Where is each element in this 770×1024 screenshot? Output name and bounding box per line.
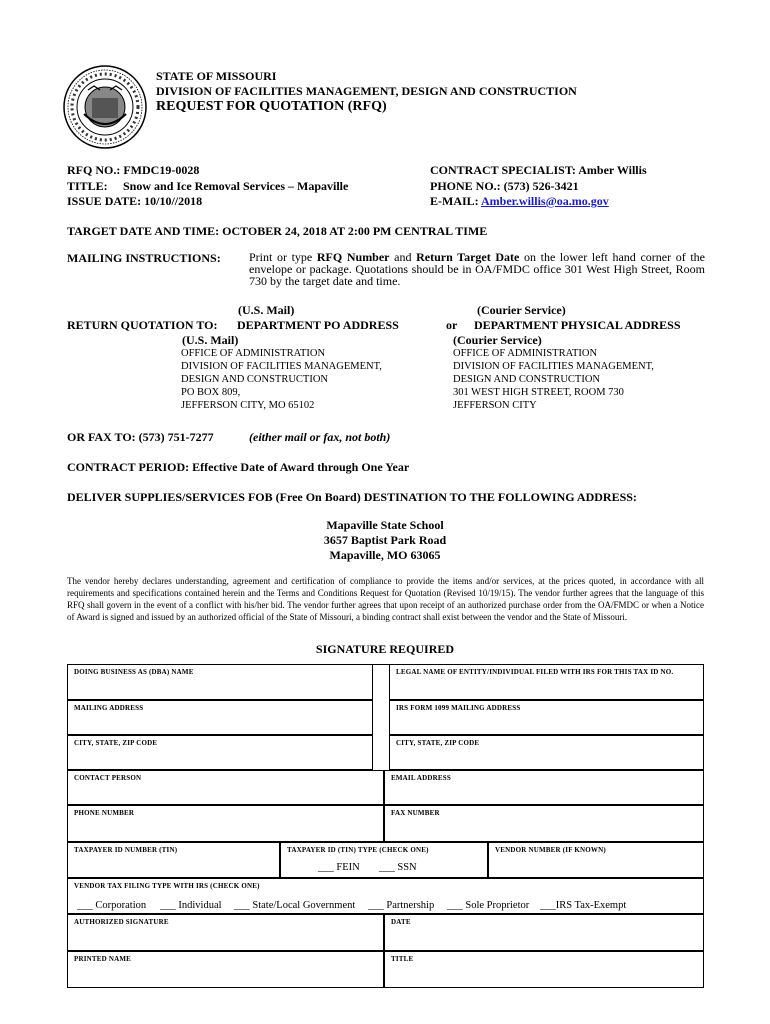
rfq-number: RFQ NO.: FMDC19-0028 <box>67 163 200 177</box>
vendor-number-field[interactable]: VENDOR NUMBER (IF KNOWN) <box>488 842 704 878</box>
email: E-MAIL: Amber.willis@oa.mo.gov <box>430 194 609 208</box>
irs-tax-exempt-option[interactable]: ___IRS Tax-Exempt <box>540 900 627 911</box>
fax-note: (either mail or fax, not both) <box>249 430 391 444</box>
target-date: TARGET DATE AND TIME: OCTOBER 24, 2018 AT 2:00 PM CENTRAL TIME <box>67 224 488 238</box>
contract-period: CONTRACT PERIOD: Effective Date of Award through One Year <box>67 460 410 474</box>
corporation-option[interactable]: ___ Corporation <box>77 900 147 911</box>
rfq-title: TITLE: Snow and Ice Removal Services – Mapaville <box>67 179 349 193</box>
state-seal <box>62 64 148 150</box>
return-label: RETURN QUOTATION TO: <box>67 318 218 332</box>
signature-required: SIGNATURE REQUIRED <box>315 642 455 656</box>
mailing-instructions: Print or type RFQ Number and Return Target Date on the lower left hand corner of the envelope or package. Quotations should be in OA/FMDC office 301 West High Street, Room 730 by the target date and time. <box>249 250 705 288</box>
fein-option[interactable]: ___ FEIN <box>318 862 360 873</box>
individual-option[interactable]: ___ Individual <box>160 900 222 911</box>
title-field[interactable]: TITLE <box>384 951 704 988</box>
irs-city-state-zip-field[interactable]: CITY, STATE, ZIP CODE <box>389 735 704 770</box>
header-rfq-title: REQUEST FOR QUOTATION (RFQ) <box>156 99 387 114</box>
or-text: or <box>446 318 458 332</box>
authorized-signature-field[interactable]: AUTHORIZED SIGNATURE <box>67 914 384 951</box>
tax-filing-type-field: VENDOR TAX FILING TYPE WITH IRS (CHECK ONE) ___ Corporation ___ Individual ___ State/Local Government ___ Partnership ___ Sole Proprietor ___IRS Tax-Exempt <box>67 878 704 914</box>
date-field[interactable]: DATE <box>384 914 704 951</box>
fax-number-field[interactable]: FAX NUMBER <box>384 805 704 842</box>
state-local-gov-option[interactable]: ___ State/Local Government <box>234 900 356 911</box>
tin-field[interactable]: TAXPAYER ID NUMBER (TIN) <box>67 842 280 878</box>
usmail-top: (U.S. Mail) <box>238 303 295 317</box>
po-address-title: DEPARTMENT PO ADDRESS <box>237 318 399 332</box>
vendor-declaration: The vendor hereby declares understanding, agreement and certification of compliance to provide the items and/or services, at the prices quoted, in accordance with all requirements and specifications contained herein and the Terms and Conditions Request for Quotation (Revised 10/19/15). The vendor further agrees that the language of this RFQ shall govern in the event of a conflict with his/her bid. The vendor further agrees that upon receipt of an authorized purchase order from the OA/FMDC or when a Notice of Award is signed and issued by an authorized official of the State of Missouri, a binding contract shall exist between the vendor and the State of Missouri. <box>67 576 704 622</box>
email-link[interactable]: Amber.willis@oa.mo.gov <box>481 194 609 208</box>
physical-address: OFFICE OF ADMINISTRATION DIVISION OF FACILITIES MANAGEMENT, DESIGN AND CONSTRUCTION 301 WEST HIGH STREET, ROOM 730 JEFFERSON CITY <box>453 348 654 411</box>
irs-1099-address-field[interactable]: IRS FORM 1099 MAILING ADDRESS <box>389 700 704 735</box>
courier-sub: (Courier Service) <box>453 333 542 347</box>
contact-person-field[interactable]: CONTACT PERSON <box>67 770 384 805</box>
dba-name-field[interactable]: DOING BUSINESS AS (DBA) NAME <box>67 664 373 700</box>
ssn-option[interactable]: ___ SSN <box>379 862 417 873</box>
mailing-address-field[interactable]: MAILING ADDRESS <box>67 700 373 735</box>
phone-number-field[interactable]: PHONE NUMBER <box>67 805 384 842</box>
po-address: OFFICE OF ADMINISTRATION DIVISION OF FACILITIES MANAGEMENT, DESIGN AND CONSTRUCTION PO BOX 809, JEFFERSON CITY, MO 65102 <box>181 348 382 411</box>
destination-address: Mapaville State School 3657 Baptist Park Road Mapaville, MO 63065 <box>323 518 447 562</box>
printed-name-field[interactable]: PRINTED NAME <box>67 951 384 988</box>
fax-label: OR FAX TO: (573) 751-7277 <box>67 430 214 444</box>
physical-address-title: DEPARTMENT PHYSICAL ADDRESS <box>474 318 681 332</box>
email-address-field[interactable]: EMAIL ADDRESS <box>384 770 704 805</box>
tin-type-field: TAXPAYER ID (TIN) TYPE (CHECK ONE) ___ FEIN ___ SSN <box>280 842 488 878</box>
city-state-zip-field[interactable]: CITY, STATE, ZIP CODE <box>67 735 373 770</box>
header-state: STATE OF MISSOURI <box>156 69 277 83</box>
rfq-issue-date: ISSUE DATE: 10/10//2018 <box>67 194 203 208</box>
sole-proprietor-option[interactable]: ___ Sole Proprietor <box>447 900 530 911</box>
courier-top: (Courier Service) <box>477 303 566 317</box>
mailing-label: MAILING INSTRUCTIONS: <box>67 251 221 265</box>
usmail-sub: (U.S. Mail) <box>182 333 239 347</box>
contract-specialist: CONTRACT SPECIALIST: Amber Willis <box>430 163 647 177</box>
deliver-instructions: DELIVER SUPPLIES/SERVICES FOB (Free On Board) DESTINATION TO THE FOLLOWING ADDRESS: <box>67 490 637 504</box>
phone-number: PHONE NO.: (573) 526-3421 <box>430 179 579 193</box>
header-division: DIVISION OF FACILITIES MANAGEMENT, DESIGN AND CONSTRUCTION <box>156 84 577 98</box>
legal-name-field[interactable]: LEGAL NAME OF ENTITY/INDIVIDUAL FILED WITH IRS FOR THIS TAX ID NO. <box>389 664 704 700</box>
partnership-option[interactable]: ___ Partnership <box>368 900 435 911</box>
